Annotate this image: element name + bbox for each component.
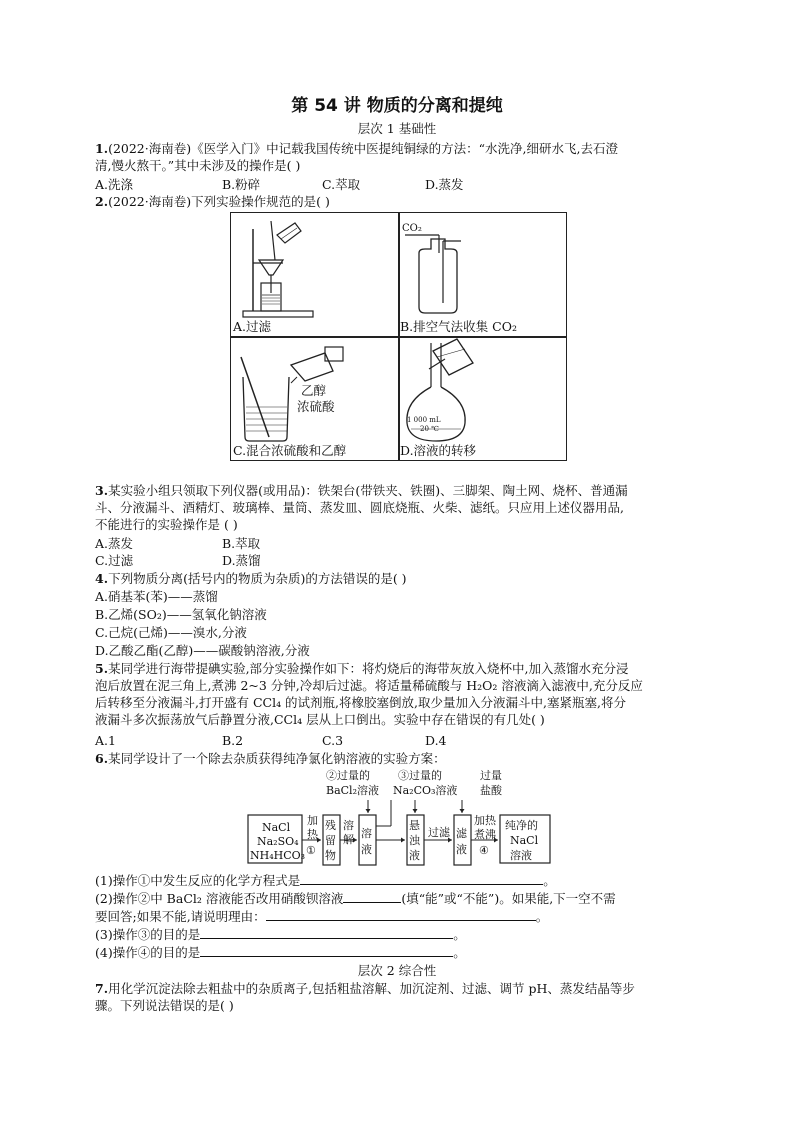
- question-text: (2022·海南卷)《医学入门》中记载我国传统中医提纯铜绿的方法：“水洗净,细研水飞,去石澄: [108, 141, 618, 156]
- filter-step-label: 过滤: [428, 826, 450, 839]
- question-number: 6.: [95, 751, 109, 766]
- answer-blank[interactable]: [200, 926, 453, 939]
- sub-question-text: 要回答;如果不能,请说明理由：: [95, 909, 266, 924]
- filtrate-char-1: 滤: [456, 827, 467, 840]
- question-5-line4: 液漏斗多次振荡放气后静置分液,CCl₄ 层从上口倒出。实验中存在错误的有几处( ): [95, 712, 545, 727]
- option-b: B.萃取: [222, 536, 261, 551]
- level-heading-1: 层次 1 基础性: [357, 121, 437, 136]
- question-text: 某实验小组只领取下列仪器(或用品)：铁架台(带铁夹、铁圈)、三脚架、陶土网、烧杯、普通漏: [108, 483, 628, 498]
- caption-a: A.过滤: [233, 319, 272, 334]
- question-5-line3: 后转移至分液漏斗,打开盛有 CCl₄ 的试剂瓶,将橡胶塞倒放,取少量加入分液漏斗中,塞紧瓶塞,将分: [95, 695, 626, 710]
- flask-volume-label: 1 000 mL: [407, 416, 441, 424]
- page-title: 第 54 讲 物质的分离和提纯: [291, 96, 503, 116]
- sub-question-text: (2)操作②中 BaCl₂ 溶液能否改用硝酸钡溶液: [95, 891, 344, 906]
- residue-char-2: 留: [325, 834, 336, 847]
- question-text: (2022·海南卷)下列实验操作规范的是( ): [108, 194, 330, 209]
- caption-d: D.溶液的转移: [400, 443, 477, 458]
- suspension-char-3: 液: [409, 849, 420, 862]
- answer-blank[interactable]: [300, 872, 543, 885]
- question-3-line2: 斗、分液漏斗、酒精灯、玻璃棒、量筒、蒸发皿、圆底烧瓶、火柴、滤纸。只应用上述仪器用品,: [95, 500, 624, 515]
- sub-question-text: (3)操作③的目的是: [95, 927, 201, 942]
- question-text: 某同学设计了一个除去杂质获得纯净氯化钠溶液的实验方案：: [108, 751, 446, 766]
- period: 。: [453, 927, 466, 942]
- option-d: D.4: [425, 733, 447, 748]
- question-number: 7.: [95, 981, 109, 996]
- answer-blank[interactable]: [266, 908, 536, 921]
- question-7: [95, 980, 635, 997]
- answer-blank[interactable]: [200, 944, 453, 957]
- level-heading-2: 层次 2 综合性: [357, 963, 437, 978]
- reagent-3-name: Na₂CO₃溶液: [393, 784, 458, 797]
- caption-c: C.混合浓硫酸和乙醇: [233, 443, 347, 458]
- question-number: 1.: [95, 141, 109, 156]
- option-d: D.蒸发: [425, 177, 464, 192]
- option-a: A.蒸发: [95, 536, 134, 551]
- question-number: 3.: [95, 483, 109, 498]
- solution-char-1: 溶: [361, 827, 372, 840]
- suspension-char-2: 浊: [409, 834, 420, 847]
- start-compound-1: NaCl: [262, 821, 291, 834]
- start-compound-2: Na₂SO₄: [257, 835, 299, 848]
- option-a: A.1: [95, 733, 116, 748]
- question-3-line3: 不能进行的实验操作是 ( ): [95, 517, 238, 532]
- option-d: D.乙酸乙酯(乙醇)——碳酸钠溶液,分液: [95, 643, 310, 658]
- option-c: C.3: [322, 733, 344, 748]
- option-c: C.萃取: [322, 177, 361, 192]
- sulfuric-acid-label: 浓硫酸: [297, 399, 335, 414]
- final-product-2: NaCl: [510, 834, 539, 847]
- suspension-char-1: 悬: [409, 819, 420, 832]
- step-1-text-b: 热: [307, 828, 318, 841]
- step-4-text-a: 加热: [474, 814, 496, 827]
- option-c: C.己烷(己烯)——溴水,分液: [95, 625, 247, 640]
- reagent-4-name: 盐酸: [480, 784, 502, 797]
- question-number: 2.: [95, 194, 109, 209]
- step-4-text-b: 煮沸: [474, 828, 496, 841]
- reagent-2-label: ②过量的: [326, 769, 370, 782]
- period: 。: [453, 945, 466, 960]
- ethanol-label: 乙醇: [301, 383, 327, 398]
- sub-question-text: (填“能”或“不能”)。如果能,下一空不需: [401, 891, 616, 906]
- option-a: A.硝基苯(苯)——蒸馏: [95, 589, 218, 604]
- reagent-4-label: 过量: [480, 769, 502, 782]
- option-b: B.乙烯(SO₂)——氢氧化钠溶液: [95, 607, 267, 622]
- sub-question-text: (4)操作④的目的是: [95, 945, 201, 960]
- question-1-line2: 清,慢火熬干。”其中未涉及的操作是( ): [95, 158, 301, 173]
- sub-question-text: (1)操作①中发生反应的化学方程式是: [95, 873, 301, 888]
- period: 。: [543, 873, 556, 888]
- residue-char-1: 残: [325, 819, 336, 832]
- step-1-number: ①: [306, 844, 316, 857]
- question-7-line2: 骤。下列说法错误的是( ): [95, 998, 234, 1013]
- sub-question-2-line2: [95, 908, 548, 925]
- option-a: A.洗涤: [95, 177, 134, 192]
- flask-temperature-label: 20 ℃: [420, 425, 439, 433]
- question-number: 5.: [95, 661, 109, 676]
- option-d: D.蒸馏: [222, 553, 261, 568]
- filtrate-char-2: 液: [456, 843, 467, 856]
- sub-question-3: [95, 926, 466, 943]
- co2-label: CO₂: [402, 223, 422, 234]
- step-4-number: ④: [479, 844, 489, 857]
- question-text: 下列物质分离(括号内的物质为杂质)的方法错误的是( ): [108, 571, 407, 586]
- question-text: 用化学沉淀法除去粗盐中的杂质离子,包括粗盐溶解、加沉淀剂、过滤、调节 pH、蒸发结晶等步: [108, 981, 635, 996]
- final-product-1: 纯净的: [505, 819, 538, 832]
- sub-question-2: [95, 890, 616, 907]
- question-text: 某同学进行海带提碘实验,部分实验操作如下：将灼烧后的海带灰放入烧杯中,加入蒸馏水充分浸: [108, 661, 629, 676]
- dissolve-char-1: 溶: [343, 819, 354, 832]
- dissolve-char-2: 解: [343, 833, 354, 846]
- step-1-text-a: 加: [307, 814, 318, 827]
- reagent-3-label: ③过量的: [398, 769, 442, 782]
- caption-b: B.排空气法收集 CO₂: [400, 319, 517, 334]
- solution-char-2: 液: [361, 843, 372, 856]
- question-5-line2: 泡后放置在泥三角上,煮沸 2~3 分钟,冷却后过滤。将适量稀硫酸与 H₂O₂ 溶液滴入滤液中,充分反应: [95, 678, 643, 693]
- final-product-3: 溶液: [510, 849, 532, 862]
- answer-blank[interactable]: [343, 890, 401, 903]
- start-compound-3: NH₄HCO₃: [250, 849, 306, 862]
- option-b: B.粉碎: [222, 177, 261, 192]
- period: 。: [535, 909, 549, 924]
- option-b: B.2: [222, 733, 244, 748]
- reagent-2-name: BaCl₂溶液: [326, 784, 379, 797]
- residue-char-3: 物: [325, 849, 336, 862]
- question-number: 4.: [95, 571, 109, 586]
- sub-question-4: [95, 944, 466, 961]
- option-c: C.过滤: [95, 553, 134, 568]
- sub-question-1: [95, 872, 556, 889]
